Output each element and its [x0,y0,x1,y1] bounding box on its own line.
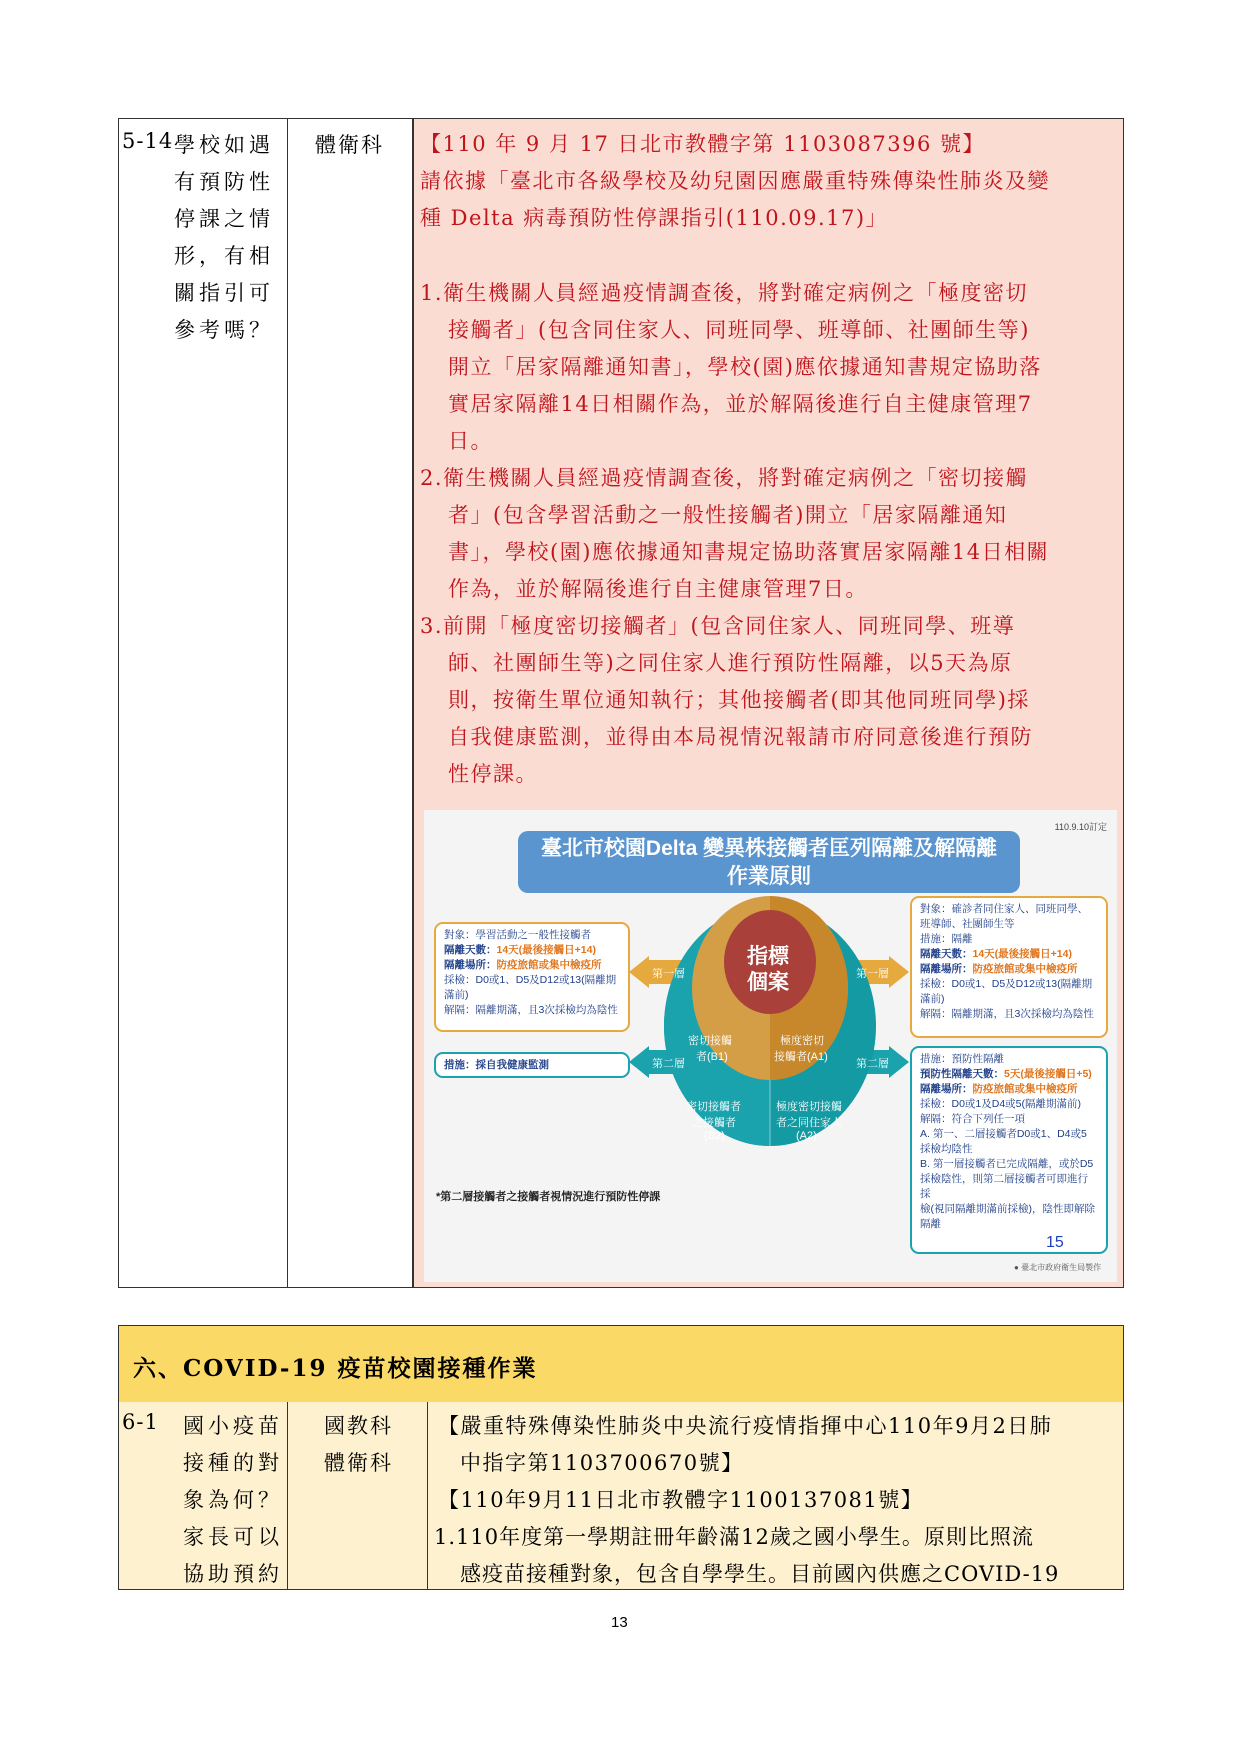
box-line: 隔離場所： [444,959,497,971]
box-line: 滿前) [920,993,945,1005]
infographic-title-line: 作業原則 [727,865,811,888]
department-label: 體衛科 [315,133,384,157]
section-6-heading: 六、COVID-19 疫苗校園接種作業 [133,1355,538,1382]
box-line: 檢(視同隔離期滿前採檢)，陰性即解除 [920,1203,1095,1215]
answer-line: 性停課。 [448,762,538,786]
answer-line: 接觸者」(包含同住家人、同班同學、班導師、社團師生等) [448,318,1030,342]
a2-label: 極度密切接觸 [776,1101,842,1113]
question-line: 關指引可 [174,281,274,305]
box-line: 措施：採自我健康監測 [444,1059,549,1071]
question-line: 停課之情 [174,207,274,231]
question-line: 接種的對 [183,1451,283,1475]
answer-line: 種 Delta 病毒預防性停課指引(110.09.17)」 [420,206,889,230]
box-line: 14天(最後接觸日+14) [496,944,596,956]
box-line: 隔離 [920,1218,941,1230]
a1-label: 極度密切 [780,1035,824,1047]
answer-line: 【嚴重特殊傳染性肺炎中央流行疫情指揮中心110年9月2日肺 [438,1414,1053,1438]
b1-label: 者(B1) [696,1051,728,1063]
left-arrow-head-layer1 [629,956,649,988]
layer2-left-label: 第二層 [652,1058,685,1070]
right-arrow-head-layer2 [889,1046,909,1078]
question-line: 家長可以 [183,1525,283,1549]
answer-line: 日。 [448,429,493,453]
answer-line: 1.衛生機關人員經過疫情調查後，將對確定病例之「極度密切 [420,281,1029,305]
question-number: 6-1 [122,1410,159,1434]
delta-isolation-infographic [424,810,1117,1282]
credit-text: 臺北市政府衛生局製作 [1021,1263,1102,1272]
column-divider [427,1402,428,1589]
first-layer-close-contact-box [910,896,1108,1038]
box-line: 解隔：符合下列任一項 [920,1113,1025,1125]
b2-label: (B2) [704,1130,725,1142]
box-line: 隔離天數： [920,948,973,960]
a2-label: 者之同住家人 [776,1117,842,1129]
box-line: 防疫旅館或集中檢疫所 [972,1083,1078,1095]
department-label: 體衛科 [324,1451,393,1475]
box-line: 措施：預防性隔離 [920,1053,1004,1065]
index-case-label: 個案 [747,971,789,994]
answer-line: 3.前開「極度密切接觸者」(包含同住家人、同班同學、班導 [420,614,1016,638]
box-line: 預防性隔離天數： [920,1068,1004,1080]
box-line: 對象：確診者同住家人、同班同學、 [920,903,1088,915]
box-line: 採檢：D0或1、D5及D12或13(隔離期 [920,978,1093,990]
answer-line: 師、社團師生等)之同住家人進行預防性隔離，以5天為原 [448,651,1013,675]
second-layer-contact-box [434,1052,630,1078]
answer-line: 則，按衛生單位通知執行；其他接觸者(即其他同班同學)採 [448,688,1030,712]
question-line: 有預防性 [174,170,274,194]
a1-label: 接觸者(A1) [774,1051,828,1063]
answer-line: 請依據「臺北市各級學校及幼兒園因應嚴重特殊傳染性肺炎及變 [420,169,1050,193]
box-line: 隔離場所： [920,963,973,975]
layer1-left-label: 第一層 [652,968,685,980]
answer-line: 書」，學校(園)應依據通知書規定協助落實居家隔離14日相關 [448,540,1050,564]
question-line: 學校如遇 [174,133,274,157]
question-line: 協助預約 [183,1562,283,1586]
department-column [288,119,413,1287]
left-arrow-head-layer2 [629,1046,649,1078]
question-line: 國小疫苗 [183,1414,283,1438]
box-line: 防疫旅館或集中檢疫所 [496,959,602,971]
box-line: 採檢均陰性 [920,1143,973,1155]
answer-line: 感疫苗接種對象，包含自學學生。目前國內供應之COVID-19 [460,1562,1060,1586]
b1-label: 密切接觸 [688,1035,732,1047]
infographic-date: 110.9.10訂定 [1054,822,1107,832]
answer-line: 【110年9月11日北市教體字1100137081號】 [438,1488,924,1512]
infographic-footnote: *第二層接觸者之接觸者視情況進行預防性停課 [436,1191,661,1203]
column-divider [287,1402,288,1589]
index-case-label: 指標 [747,945,789,968]
answer-line: 中指字第1103700670號】 [460,1451,744,1475]
infographic-title-line: 臺北市校園Delta 變異株接觸者匡列隔離及解隔離 [540,837,998,860]
right-arrow-head-layer1 [889,956,909,988]
infographic-credit [1014,1262,1101,1273]
box-line: 5天(最後接觸日+5) [1004,1068,1092,1080]
second-layer-preventive-box [910,1046,1108,1254]
box-line: 採檢陰性，則第二層接觸者可即進行採 [920,1173,1088,1200]
box-line: 隔離天數： [444,944,497,956]
box-line: 班導師、社團師生等 [920,918,1015,930]
a2-label: (A2) [796,1130,817,1142]
box-line: 滿前) [444,989,469,1001]
b2-label: 密切接觸者 [686,1101,741,1113]
taipei-health-logo-icon: ● [1014,1263,1019,1272]
page-number: 13 [611,1614,628,1631]
box-line: 採檢：D0或1、D5及D12或13(隔離期 [444,974,617,986]
layer1-right-label: 第一層 [856,968,889,980]
answer-line: 者」(包含學習活動之一般性接觸者)開立「居家隔離通知 [448,503,1008,527]
box-line: 解隔：隔離期滿，且3次採檢均為陰性 [444,1004,618,1016]
answer-line: 2.衛生機關人員經過疫情調查後，將對確定病例之「密切接觸 [420,466,1029,490]
box-line: 解隔：隔離期滿，且3次採檢均為陰性 [920,1008,1094,1020]
layer2-right-label: 第二層 [856,1058,889,1070]
answer-line: 開立「居家隔離通知書」，學校(園)應依據通知書規定協助落 [448,355,1042,379]
answer-line: 【110 年 9 月 17 日北市教體字第 1103087396 號】 [420,132,985,156]
box-line: A. 第一、二層接觸者D0或1、D4或5 [920,1128,1087,1140]
question-line: 參考嗎？ [174,318,274,342]
question-line: 形，有相 [174,244,274,268]
box-line: 對象：學習活動之一般性接觸者 [444,929,591,941]
box-line: 14天(最後接觸日+14) [972,948,1072,960]
question-line: 象為何？ [183,1488,283,1512]
b2-label: 之接觸者 [692,1117,736,1129]
first-layer-contact-box [434,922,630,1032]
box-line: B. 第一層接觸者已完成隔離，或於D5 [920,1158,1094,1170]
slide-number: 15 [1046,1234,1064,1251]
box-line: 防疫旅館或集中檢疫所 [972,963,1078,975]
question-number: 5-14 [122,129,174,153]
answer-line: 1.110年度第一學期註冊年齡滿12歲之國小學生。原則比照流 [434,1525,1034,1549]
answer-line: 自我健康監測，並得由本局視情況報請市府同意後進行預防 [448,725,1033,749]
box-line: 措施：隔離 [920,933,973,945]
answer-line: 作為，並於解隔後進行自主健康管理7日。 [448,577,868,601]
department-label: 國教科 [324,1414,393,1438]
box-line: 採檢：D0或1及D4或5(隔離期滿前) [920,1098,1082,1110]
answer-line: 實居家隔離14日相關作為，並於解隔後進行自主健康管理7 [448,392,1033,416]
box-line: 隔離場所： [920,1083,973,1095]
section-6-header [119,1326,1123,1403]
